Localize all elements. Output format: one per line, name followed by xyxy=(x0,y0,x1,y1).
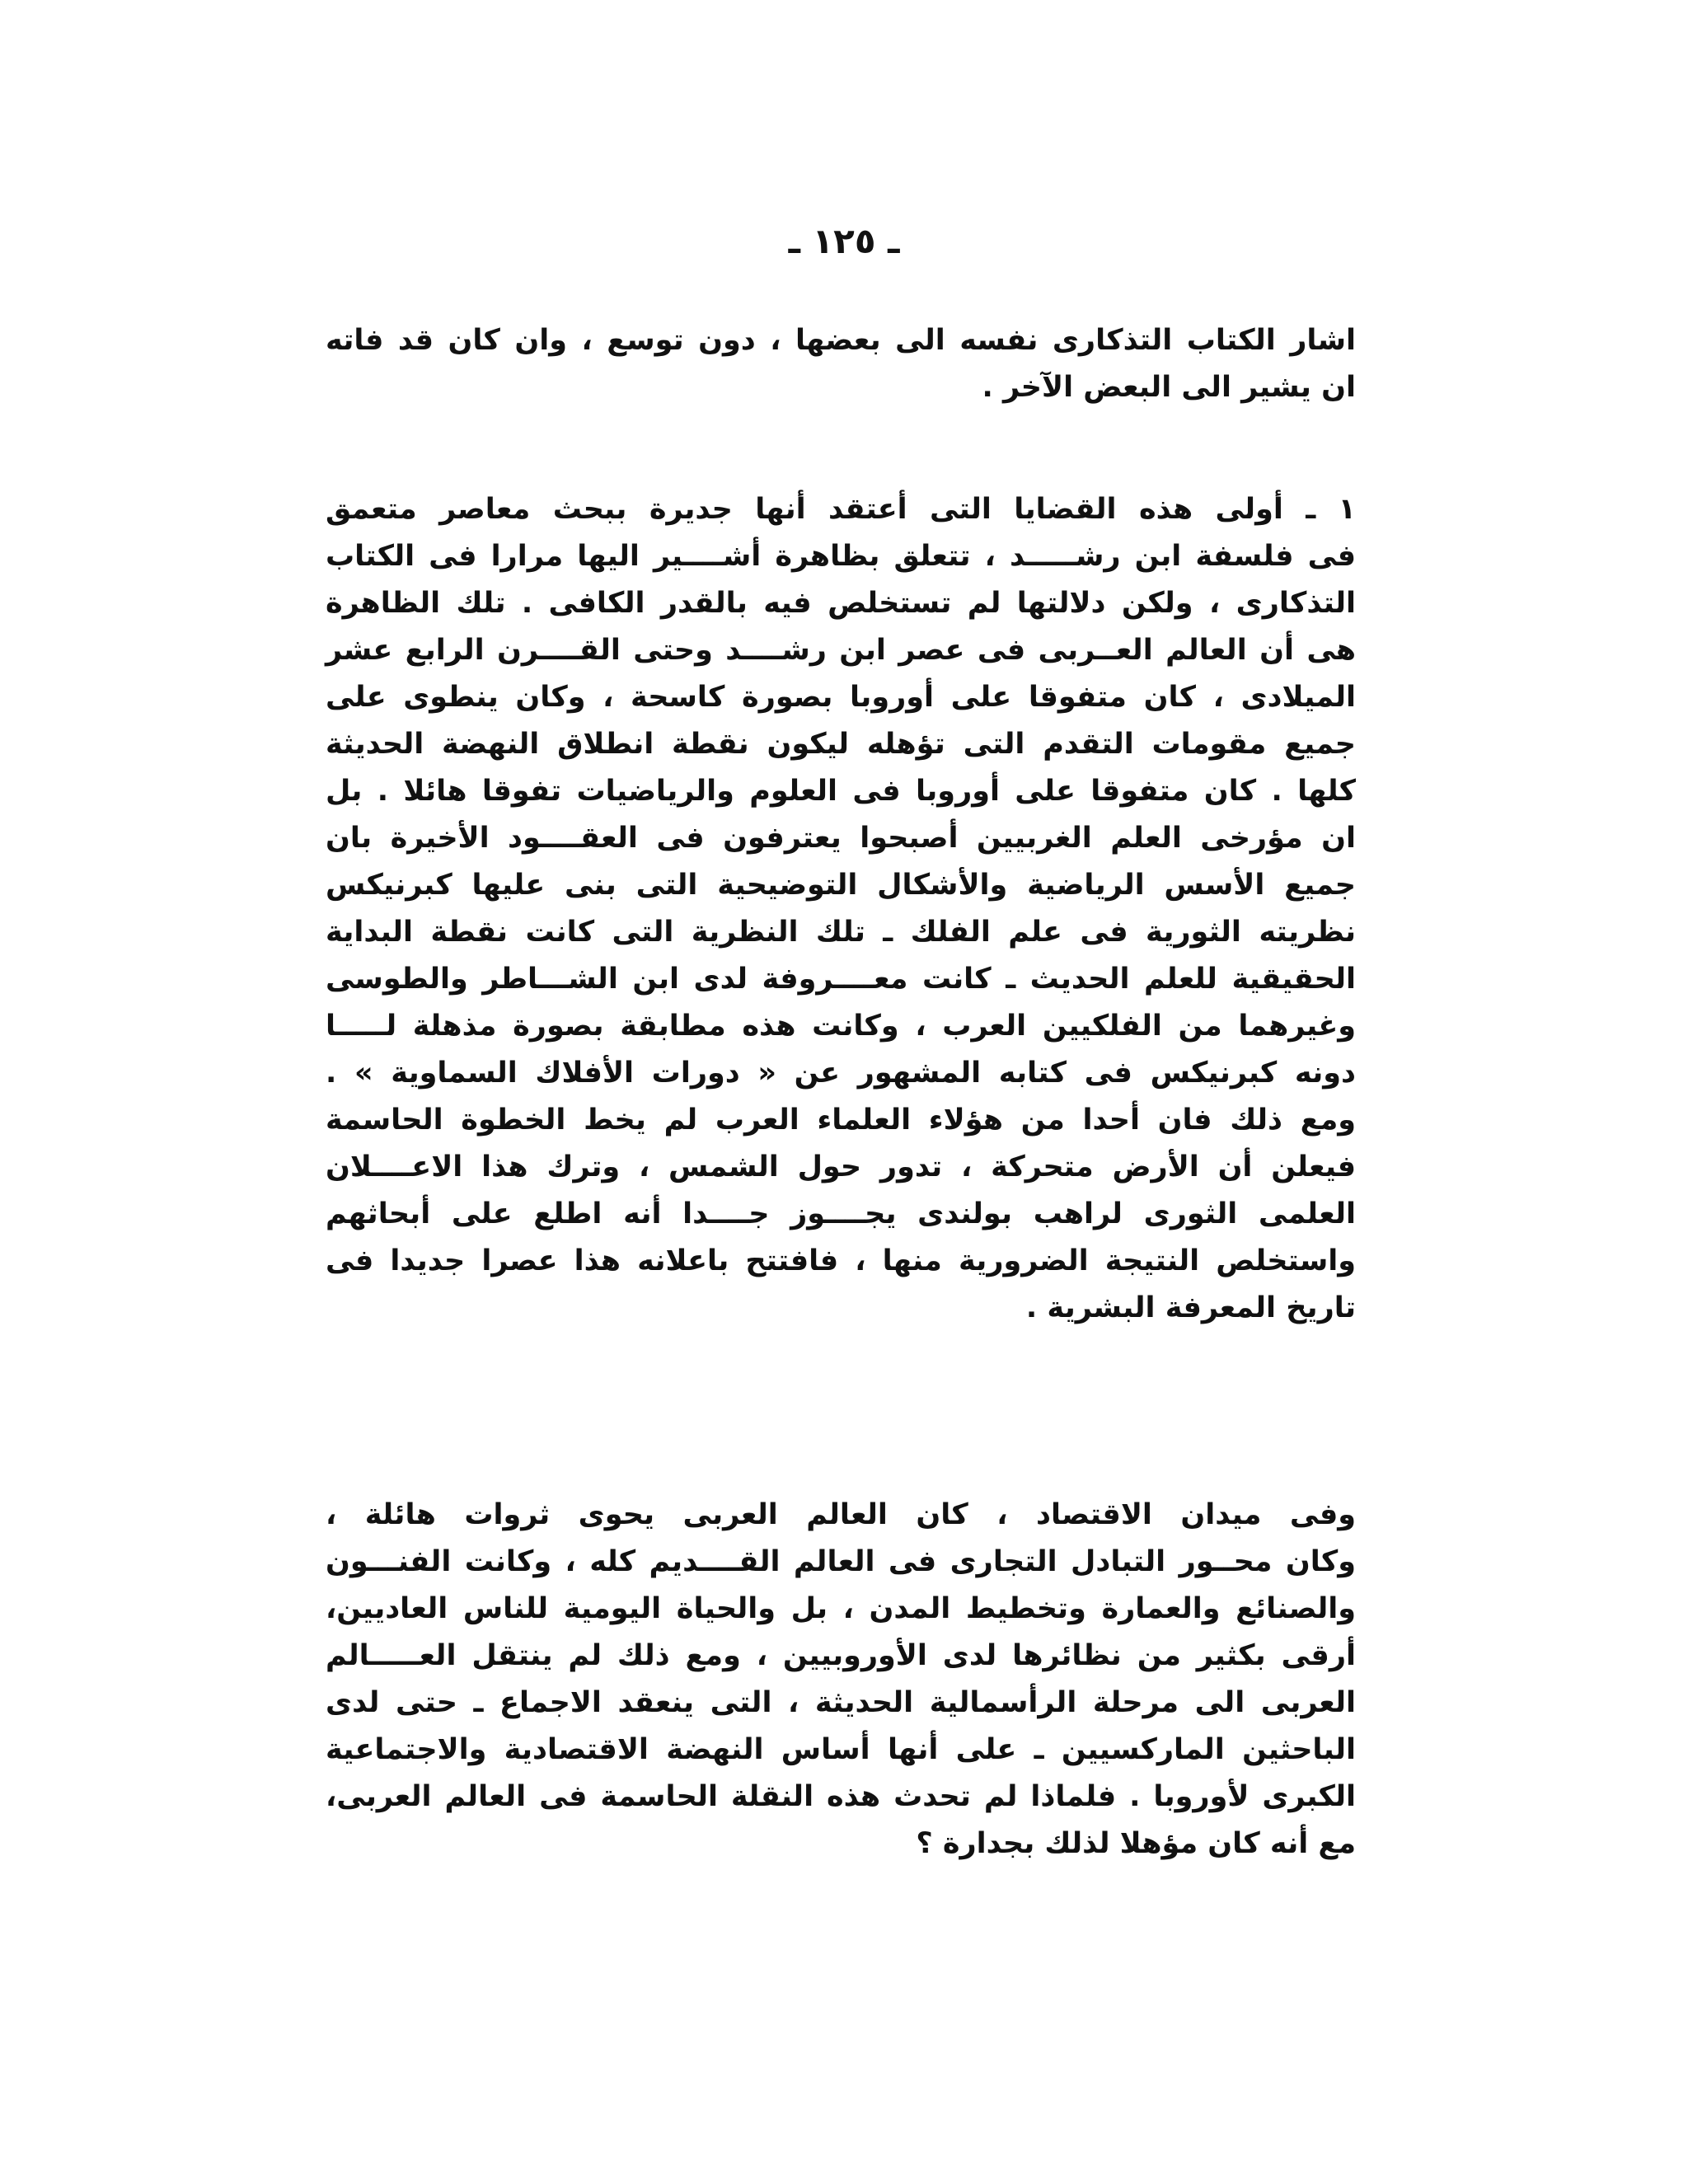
text-line: العلمى الثورى لراهب بولندى يجــــوز جــــدا أنه اطلع على أبحاثهم xyxy=(326,1197,1356,1230)
text-line: ان يشير الى البعض الآخر . xyxy=(982,371,1356,404)
text-line: ١ ـ أولى هذه القضايا التى أعتقد أنها جديرة ببحث معاصر متعمق xyxy=(326,493,1356,526)
text-line: تاريخ المعرفة البشرية . xyxy=(1025,1291,1356,1324)
text-line: الميلادى ، كان متفوقا على أوروبا بصورة كاسحة ، وكان ينطوى على xyxy=(326,681,1356,714)
text-line: نظريته الثورية فى علم الفلك ـ تلك النظرية التى كانت نقطة البداية xyxy=(326,916,1356,949)
text-line: جميع مقومات التقدم التى تؤهله ليكون نقطة انطلاق النهضة الحديثة xyxy=(326,728,1356,761)
text-line: ومع ذلك فان أحدا من هؤلاء العلماء العرب لم يخط الخطوة الحاسمة xyxy=(326,1104,1356,1137)
paragraph-3 xyxy=(326,1492,1356,1868)
paragraph-1 xyxy=(326,317,1356,411)
text-line: الحقيقية للعلم الحديث ـ كانت معــــروفة لدى ابن الشـــاطر والطوسى xyxy=(326,963,1356,996)
text-line: فيعلن أن الأرض متحركة ، تدور حول الشمس ، وترك هذا الاعــــلان xyxy=(326,1151,1356,1183)
text-line: وغيرهما من الفلكيين العرب ، وكانت هذه مطابقة بصورة مذهلة لـــــا xyxy=(326,1010,1356,1043)
text-line: جميع الأسس الرياضية والأشكال التوضيحية التى بنى عليها كبرنيكس xyxy=(326,869,1356,902)
text-line: العربى الى مرحلة الرأسمالية الحديثة ، التى ينعقد الاجماع ـ حتى لدى xyxy=(326,1686,1356,1719)
text-line: ان مؤرخى العلم الغربيين أصبحوا يعترفون فى العقــــود الأخيرة بان xyxy=(326,822,1356,855)
paragraph-2 xyxy=(326,486,1356,1332)
text-line: اشار الكتاب التذكارى نفسه الى بعضها ، دون توسع ، وان كان قد فاته xyxy=(326,324,1356,357)
text-line: دونه كبرنيكس فى كتابه المشهور عن « دورات الأفلاك السماوية » . xyxy=(326,1057,1356,1090)
text-line: وفى ميدان الاقتصاد ، كان العالم العربى يحوى ثروات هائلة ، xyxy=(326,1498,1356,1531)
text-line: مع أنه كان مؤهلا لذلك بجدارة ؟ xyxy=(916,1827,1356,1860)
text-line: فى فلسفة ابن رشـــــد ، تتعلق بظاهرة أشــــير اليها مرارا فى الكتاب xyxy=(326,540,1356,573)
text-line: الباحثين الماركسيين ـ على أنها أساس النهضة الاقتصادية والاجتماعية xyxy=(326,1733,1356,1766)
page-number: ـ ١٢٥ ـ xyxy=(788,221,900,261)
text-line: وكان محــور التبادل التجارى فى العالم القــــديم كله ، وكانت الفنـــون xyxy=(326,1545,1356,1578)
text-line: أرقى بكثير من نظائرها لدى الأوروبيين ، ومع ذلك لم ينتقل العـــــالم xyxy=(326,1639,1356,1672)
text-line: الكبرى لأوروبا . فلماذا لم تحدث هذه النقلة الحاسمة فى العالم العربى، xyxy=(326,1780,1356,1813)
text-line: والصنائع والعمارة وتخطيط المدن ، بل والحياة اليومية للناس العاديين، xyxy=(326,1592,1356,1625)
text-line: هى أن العالم العــربى فى عصر ابن رشــــد وحتى القــــرن الرابع عشر xyxy=(326,634,1356,667)
text-line: التذكارى ، ولكن دلالتها لم تستخلص فيه بالقدر الكافى . تلك الظاهرة xyxy=(326,587,1356,620)
text-line: كلها . كان متفوقا على أوروبا فى العلوم والرياضيات تفوقا هائلا . بل xyxy=(326,775,1356,808)
text-line: واستخلص النتيجة الضرورية منها ، فافتتح باعلانه هذا عصرا جديدا فى xyxy=(326,1244,1356,1277)
